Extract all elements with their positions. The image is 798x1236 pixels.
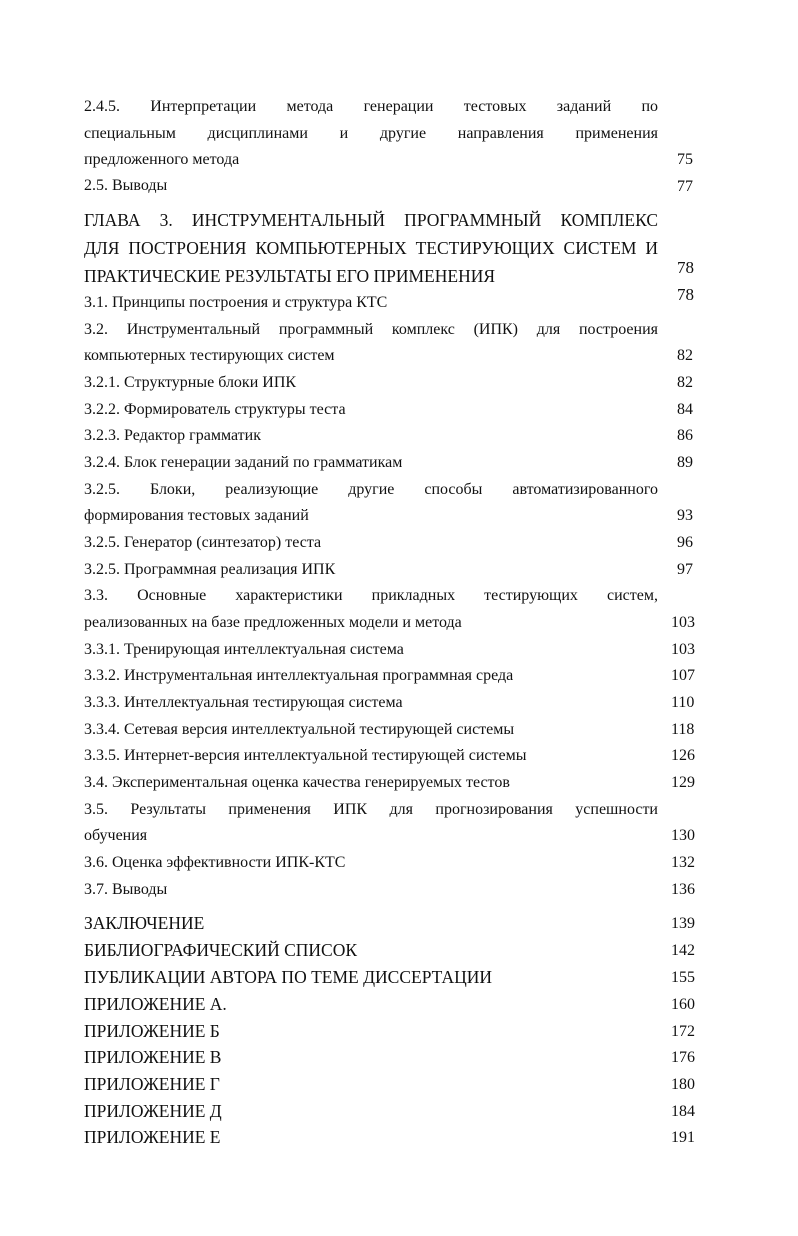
- toc-3-3-5-label: 3.3.5. Интернет-версия интеллектуальной тестирующей системы: [84, 747, 527, 764]
- toc-bibliography-label: БИБЛИОГРАФИЧЕСКИЙ СПИСОК: [84, 940, 358, 960]
- toc-2-5-label: 2.5. Выводы: [84, 177, 168, 194]
- toc-ch3-line1: ГЛАВА 3. ИНСТРУМЕНТАЛЬНЫЙ ПРОГРАММНЫЙ КОМПЛЕКС: [84, 210, 658, 230]
- toc-3-2-3-page: 86: [677, 427, 693, 444]
- toc-ch3-page: 78: [677, 258, 694, 277]
- toc-3-5-line2: обучения: [84, 827, 148, 844]
- toc-3-5-page: 130: [671, 827, 695, 844]
- toc-conclusion-label: ЗАКЛЮЧЕНИЕ: [84, 913, 205, 933]
- toc-3-3-3-page: 110: [671, 694, 695, 711]
- toc-3-3-2-label: 3.3.2. Инструментальная интеллектуальная программная среда: [84, 667, 514, 684]
- toc-appendix-e-label: ПРИЛОЖЕНИЕ Е: [84, 1127, 221, 1147]
- toc-3-3-page: 103: [671, 614, 695, 631]
- toc-2-4-5-page: 75: [677, 151, 693, 168]
- toc-3-5-line1: 3.5. Результаты применения ИПК для прогнозирования успешности: [84, 801, 658, 818]
- toc-3-2-5a-line2: формирования тестовых заданий: [84, 507, 309, 524]
- toc-appendix-v-page: 176: [671, 1049, 695, 1066]
- toc-appendix-b-page: 172: [671, 1023, 695, 1040]
- toc-3-3-4-page: 118: [671, 721, 695, 738]
- toc-3-2-2-label: 3.2.2. Формирователь структуры теста: [84, 401, 346, 418]
- toc-appendix-a-label: ПРИЛОЖЕНИЕ А.: [84, 994, 227, 1014]
- toc-3-3-1-page: 103: [671, 641, 695, 658]
- toc-3-2-5a-line1: 3.2.5. Блоки, реализующие другие способы автоматизированного: [84, 481, 658, 498]
- toc-3-2-page: 82: [677, 347, 693, 364]
- toc-3-3-2-page: 107: [671, 667, 695, 684]
- toc-3-2-1-label: 3.2.1. Структурные блоки ИПК: [84, 374, 297, 391]
- toc-3-2-1-page: 82: [677, 374, 693, 391]
- toc-3-3-5-page: 126: [671, 747, 695, 764]
- toc-2-5-page: 77: [677, 178, 693, 195]
- toc-appendix-g-label: ПРИЛОЖЕНИЕ Г: [84, 1074, 220, 1094]
- toc-3-6-page: 132: [671, 854, 695, 871]
- toc-3-4-label: 3.4. Экспериментальная оценка качества генерируемых тестов: [84, 774, 510, 791]
- toc-3-2-2-page: 84: [677, 401, 693, 418]
- toc-appendix-b-label: ПРИЛОЖЕНИЕ Б: [84, 1021, 220, 1041]
- toc-3-2-line2: компьютерных тестирующих систем: [84, 347, 335, 364]
- toc-3-3-line1: 3.3. Основные характеристики прикладных тестирующих систем,: [84, 587, 658, 604]
- toc-publications-label: ПУБЛИКАЦИИ АВТОРА ПО ТЕМЕ ДИССЕРТАЦИИ: [84, 967, 493, 987]
- toc-bibliography-page: 142: [671, 942, 695, 959]
- toc-3-7-label: 3.7. Выводы: [84, 881, 168, 898]
- toc-3-2-5a-page: 93: [677, 507, 693, 524]
- toc-ch3-line2: ДЛЯ ПОСТРОЕНИЯ КОМПЬЮТЕРНЫХ ТЕСТИРУЮЩИХ СИСТЕМ И: [84, 238, 658, 258]
- toc-3-2-4-page: 89: [677, 454, 693, 471]
- toc-3-7-page: 136: [671, 881, 695, 898]
- toc-3-2-5c-label: 3.2.5. Программная реализация ИПК: [84, 561, 336, 578]
- toc-2-4-5-line2: специальным дисциплинами и другие направления применения: [84, 125, 658, 142]
- toc-appendix-a-page: 160: [671, 996, 695, 1013]
- toc-3-2-5b-label: 3.2.5. Генератор (синтезатор) теста: [84, 534, 322, 551]
- toc-3-2-line1: 3.2. Инструментальный программный комплекс (ИПК) для построения: [84, 321, 658, 338]
- toc-3-6-label: 3.6. Оценка эффективности ИПК-КТС: [84, 854, 346, 871]
- toc-2-4-5-line3: предложенного метода: [84, 151, 240, 168]
- toc-3-2-3-label: 3.2.3. Редактор грамматик: [84, 427, 261, 444]
- toc-appendix-d-page: 184: [671, 1103, 695, 1120]
- toc-3-1-label: 3.1. Принципы построения и структура КТС: [84, 294, 388, 311]
- toc-3-3-3-label: 3.3.3. Интеллектуальная тестирующая система: [84, 694, 403, 711]
- toc-3-3-line2: реализованных на базе предложенных модели и метода: [84, 614, 462, 631]
- toc-conclusion-page: 139: [671, 915, 695, 932]
- toc-3-4-page: 129: [671, 774, 695, 791]
- toc-appendix-e-page: 191: [671, 1129, 695, 1146]
- toc-3-2-5b-page: 96: [677, 534, 693, 551]
- toc-3-3-4-label: 3.3.4. Сетевая версия интеллектуальной тестирующей системы: [84, 721, 515, 738]
- toc-appendix-d-label: ПРИЛОЖЕНИЕ Д: [84, 1101, 222, 1121]
- toc-3-3-1-label: 3.3.1. Тренирующая интеллектуальная система: [84, 641, 404, 658]
- toc-publications-page: 155: [671, 969, 695, 986]
- toc-appendix-g-page: 180: [671, 1076, 695, 1093]
- toc-2-4-5-line1: 2.4.5. Интерпретации метода генерации тестовых заданий по: [84, 98, 658, 115]
- toc-ch3-line3: ПРАКТИЧЕСКИЕ РЕЗУЛЬТАТЫ ЕГО ПРИМЕНЕНИЯ: [84, 266, 496, 286]
- toc-appendix-v-label: ПРИЛОЖЕНИЕ В: [84, 1047, 222, 1067]
- toc-3-2-5c-page: 97: [677, 561, 693, 578]
- toc-3-1-page: 78: [677, 285, 694, 304]
- toc-3-2-4-label: 3.2.4. Блок генерации заданий по грамматикам: [84, 454, 403, 471]
